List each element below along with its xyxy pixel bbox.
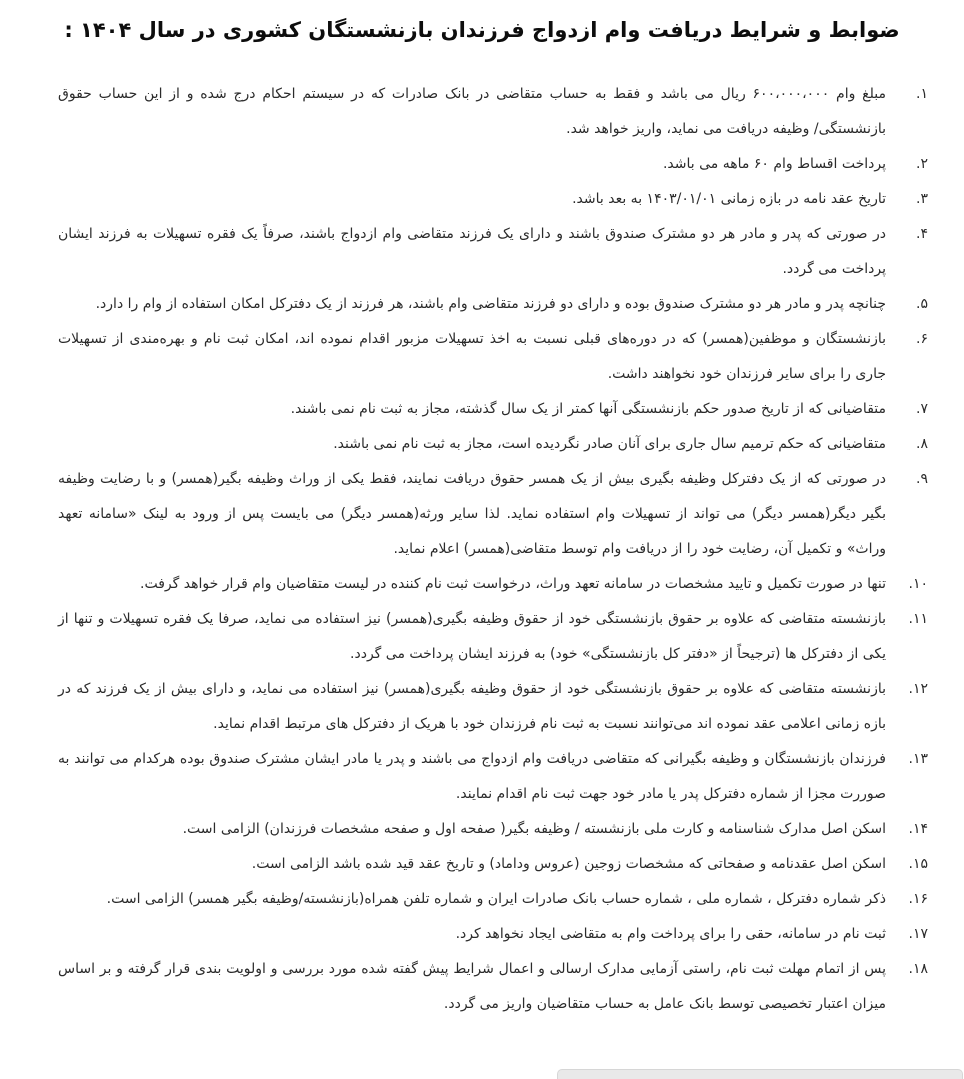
list-item <box>58 812 928 847</box>
item-number: ۱۱. <box>908 611 928 628</box>
list-item <box>58 882 928 917</box>
item-number: ۸. <box>916 436 928 453</box>
list-item <box>58 77 928 147</box>
item-number: ۱۶. <box>908 891 928 908</box>
item-number: ۱۴. <box>908 821 928 838</box>
item-text: متقاضیانی که حکم ترمیم سال جاری برای آنان صادر نگردیده است، مجاز به ثبت نام نمی باشند. <box>333 436 886 453</box>
item-number: ۳. <box>916 191 928 208</box>
item-text: فرزندان بازنشستگان و وظیفه بگیرانی که متقاضی دریافت وام ازدواج می باشند و پدر یا مادر ایشان مشترک صندوق بوده هرکدام می توانند به صوررت مجزا از شماره دفترکل پدر یا مادر خود جهت ثبت نام اقدام نمایند. <box>58 751 886 803</box>
item-text: متقاضیانی که از تاریخ صدور حکم بازنشستگی آنها کمتر از یک سال گذشته، مجاز به ثبت نام نمی باشند. <box>290 401 886 418</box>
item-text: اسکن اصل مدارک شناسنامه و کارت ملی بازنشسته / وظیفه بگیر( صفحه اول و صفحه مشخصات فرزندان) الزامی است. <box>182 821 886 838</box>
item-text: بازنشسته متقاضی که علاوه بر حقوق بازنشستگی خود از حقوق وظیفه بگیری(همسر) نیز استفاده می نماید، و دارای بیش از یک فرزند که در بازه زمانی اعلامی عقد نموده اند می‌توانند نسبت به ثبت نام فرزندان خود با هریک از دفترکل های مرتبط اقدام نماید. <box>58 681 886 733</box>
list-item <box>58 392 928 427</box>
list-item <box>58 322 928 392</box>
item-text: تاریخ عقد نامه در بازه زمانی ۱۴۰۳/۰۱/۰۱ به بعد باشد. <box>572 191 886 208</box>
list-item <box>58 847 928 882</box>
item-text: مبلغ وام ۶۰۰،۰۰۰،۰۰۰ ریال می باشد و فقط به حساب متقاضی در بانک صادرات که در سیستم احکام درج شده و از این حساب حقوق بازنشستگی/ وظیفه دریافت می نماید، واریز خواهد شد. <box>58 86 886 138</box>
item-text: در صورتی که پدر و مادر هر دو مشترک صندوق باشند و دارای یک فرزند متقاضی وام ازدواج باشند، صرفاً یک فقره تسهیلات به فرزند ایشان پرداخت می گردد. <box>58 226 886 278</box>
item-text: ثبت نام در سامانه، حقی را برای پرداخت وام به متقاضی ایجاد نخواهد کرد. <box>455 926 886 943</box>
list-item <box>58 742 928 812</box>
item-number: ۱. <box>916 86 928 103</box>
item-number: ۲. <box>916 156 928 173</box>
item-text: ذکر شماره دفترکل ، شماره ملی ، شماره حساب بانک صادرات ایران و شماره تلفن همراه(بازنشسته/وظیفه بگیر همسر) الزامی است. <box>106 891 886 908</box>
list-item <box>58 567 928 602</box>
bottom-bar-fragment <box>557 1069 963 1079</box>
item-number: ۱۵. <box>908 856 928 873</box>
item-text: بازنشستگان و موظفین(همسر) که در دوره‌های قبلی نسبت به اخذ تسهیلات مزبور اقدام نموده اند، امکان ثبت نام و بهره‌مندی از تسهیلات جاری را برای سایر فرزندان خود نخواهند داشت. <box>58 331 886 383</box>
item-text: در صورتی که از یک دفترکل وظیفه بگیری بیش از یک همسر حقوق دریافت نمایند، فقط یکی از وراث وظیفه بگیر(همسر) و با رضایت وظیفه بگیر دیگر(همسر دیگر) می تواند از تسهیلات وام استفاده نماید. لذا سایر ورثه(همسر دیگر) می بایست پس از ورود به لینک «سامانه تعهد وراث» و تکمیل آن، رضایت خود را از دریافت وام توسط متقاضی(همسر) اعلام نماید. <box>58 471 886 558</box>
list-item <box>58 427 928 462</box>
item-number: ۶. <box>916 331 928 348</box>
item-number: ۵. <box>916 296 928 313</box>
list-item <box>58 147 928 182</box>
item-number: ۱۰. <box>908 576 928 593</box>
item-text: بازنشسته متقاضی که علاوه بر حقوق بازنشستگی خود از حقوق وظیفه بگیری(همسر) نیز استفاده می نماید، صرفا یک فقره تسهیلات و تنها از یکی از دفترکل ها (ترجیحاً از «دفتر کل بازنشستگی» خود) به فرزند ایشان پرداخت می گردد. <box>58 611 886 663</box>
item-number: ۷. <box>916 401 928 418</box>
item-number: ۹. <box>916 471 928 488</box>
page-title: ضوابط و شرایط دریافت وام ازدواج فرزندان بازنشستگان کشوری در سال ۱۴۰۴ : <box>64 18 900 42</box>
item-number: ۴. <box>916 226 928 243</box>
item-number: ۱۲. <box>908 681 928 698</box>
item-text: چنانچه پدر و مادر هر دو مشترک صندوق بوده و دارای دو فرزند متقاضی وام باشند، هر فرزند از یک دفترکل امکان استفاده از وام را دارد. <box>95 296 886 313</box>
item-number: ۱۸. <box>908 961 928 978</box>
list-item <box>58 602 928 672</box>
item-text: پرداخت اقساط وام ۶۰ ماهه می باشد. <box>662 156 886 173</box>
item-text: اسکن اصل عقدنامه و صفحاتی که مشخصات زوجین (عروس وداماد) و تاریخ عقد قید شده باشد الزامی است. <box>251 856 886 873</box>
list-item <box>58 952 928 1022</box>
list-item <box>58 287 928 322</box>
item-number: ۱۳. <box>908 751 928 768</box>
list-item <box>58 462 928 567</box>
list-item <box>58 672 928 742</box>
item-text: پس از اتمام مهلت ثبت نام، راستی آزمایی مدارک ارسالی و اعمال شرایط پیش گفته شده مورد بررسی و اولویت بندی قرار گرفته و بر اساس میزان اعتبار تخصیصی توسط بانک عامل به حساب متقاضیان واریز می گردد. <box>58 961 886 1013</box>
list-item <box>58 182 928 217</box>
list-item <box>58 217 928 287</box>
item-text: تنها در صورت تکمیل و تایید مشخصات در سامانه تعهد وراث، درخواست ثبت نام کننده در لیست متقاضیان وام قرار خواهد گرفت. <box>140 576 886 593</box>
list-item <box>58 917 928 952</box>
conditions-list <box>0 51 964 1022</box>
item-number: ۱۷. <box>908 926 928 943</box>
